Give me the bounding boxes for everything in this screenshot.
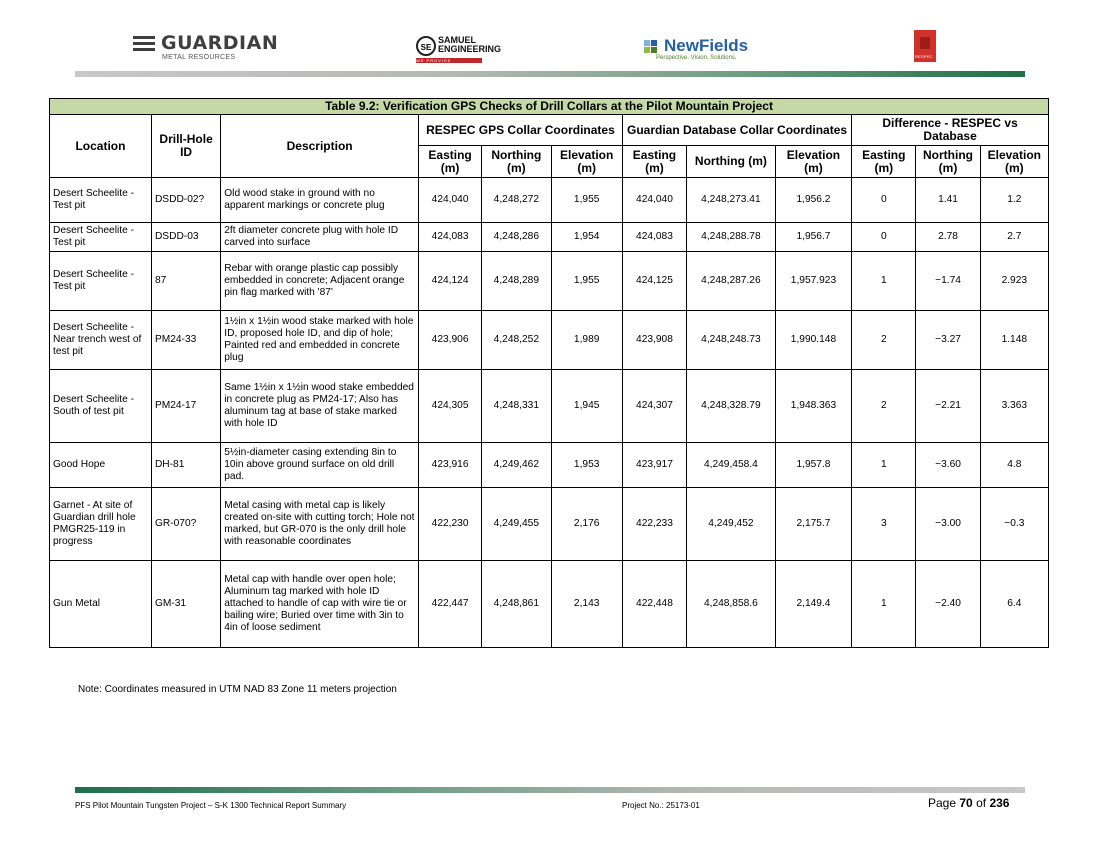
cell-diff-easting: 0 <box>852 223 916 252</box>
cell-respec-northing: 4,248,861 <box>482 561 551 648</box>
cell-drill-hole-id: GR-070? <box>151 488 220 561</box>
cell-description: 1½in x 1½in wood stake marked with hole ID, proposed hole ID, and dip of hole; Painted red and embedded in concrete plug <box>221 311 419 370</box>
header-description: Description <box>221 115 419 178</box>
cell-location: Garnet - At site of Guardian drill hole PMGR25-119 in progress <box>50 488 152 561</box>
cell-drill-hole-id: GM-31 <box>151 561 220 648</box>
cell-diff-northing: −2.21 <box>916 370 980 443</box>
cell-guardian-easting: 422,233 <box>622 488 686 561</box>
guardian-logo-text: GUARDIAN <box>161 32 279 54</box>
cell-location: Gun Metal <box>50 561 152 648</box>
header-guardian-elevation: Elevation (m) <box>775 146 851 178</box>
header-respec-group: RESPEC GPS Collar Coordinates <box>419 115 623 146</box>
table-body <box>50 178 1049 648</box>
footer-page-number: Page 70 of 236 <box>928 796 1010 810</box>
cell-respec-elevation: 1,945 <box>551 370 622 443</box>
cell-respec-northing: 4,249,462 <box>482 443 551 488</box>
header-diff-northing: Northing (m) <box>916 146 980 178</box>
cell-respec-easting: 423,916 <box>419 443 482 488</box>
cell-location: Desert Scheelite - Test pit <box>50 223 152 252</box>
table-row <box>50 443 1049 488</box>
cell-respec-elevation: 1,955 <box>551 178 622 223</box>
respec-logo <box>914 30 936 62</box>
verification-table <box>49 98 1049 648</box>
cell-respec-easting: 424,305 <box>419 370 482 443</box>
samuel-engineering-logo <box>416 35 502 68</box>
cell-guardian-easting: 424,040 <box>622 178 686 223</box>
cell-location: Desert Scheelite - Test pit <box>50 178 152 223</box>
footer-report-title: PFS Pilot Mountain Tungsten Project – S-K 1300 Technical Report Summary <box>75 801 347 810</box>
cell-respec-easting: 424,083 <box>419 223 482 252</box>
cell-diff-northing: 1.41 <box>916 178 980 223</box>
cell-diff-elevation: 4.8 <box>980 443 1048 488</box>
cell-respec-easting: 423,906 <box>419 311 482 370</box>
table-note: Note: Coordinates measured in UTM NAD 83 Zone 11 meters projection <box>78 684 397 695</box>
cell-diff-easting: 2 <box>852 370 916 443</box>
cell-guardian-northing: 4,248,858.6 <box>687 561 776 648</box>
page-header <box>0 28 1100 70</box>
cell-diff-easting: 1 <box>852 252 916 311</box>
cell-guardian-northing: 4,248,288.78 <box>687 223 776 252</box>
cell-guardian-elevation: 1,956.7 <box>775 223 851 252</box>
cell-respec-northing: 4,248,272 <box>482 178 551 223</box>
header-respec-northing: Northing (m) <box>482 146 551 178</box>
header-guardian-northing: Northing (m) <box>687 146 776 178</box>
cell-guardian-elevation: 2,175.7 <box>775 488 851 561</box>
se-logo-text: SAMUEL ENGINEERING <box>438 35 502 54</box>
respec-mark-icon <box>920 37 930 49</box>
cell-guardian-northing: 4,248,287.26 <box>687 252 776 311</box>
cell-diff-northing: −1.74 <box>916 252 980 311</box>
header-respec-elevation: Elevation (m) <box>551 146 622 178</box>
cell-guardian-elevation: 1,990.148 <box>775 311 851 370</box>
table-row <box>50 178 1049 223</box>
cell-diff-easting: 1 <box>852 443 916 488</box>
cell-drill-hole-id: DSDD-02? <box>151 178 220 223</box>
cell-diff-elevation: 3.363 <box>980 370 1048 443</box>
cell-respec-northing: 4,248,286 <box>482 223 551 252</box>
header-difference-group: Difference - RESPEC vs Database <box>852 115 1049 146</box>
cell-respec-elevation: 1,953 <box>551 443 622 488</box>
cell-diff-elevation: 6.4 <box>980 561 1048 648</box>
cell-guardian-elevation: 1,948.363 <box>775 370 851 443</box>
newfields-squares-icon <box>644 40 662 54</box>
cell-guardian-easting: 424,307 <box>622 370 686 443</box>
header-respec-easting: Easting (m) <box>419 146 482 178</box>
cell-respec-elevation: 2,143 <box>551 561 622 648</box>
cell-diff-northing: −2.40 <box>916 561 980 648</box>
cell-guardian-easting: 423,917 <box>622 443 686 488</box>
cell-guardian-elevation: 2,149.4 <box>775 561 851 648</box>
cell-respec-easting: 422,230 <box>419 488 482 561</box>
cell-respec-elevation: 2,176 <box>551 488 622 561</box>
cell-diff-elevation: 1.2 <box>980 178 1048 223</box>
cell-respec-easting: 422,447 <box>419 561 482 648</box>
se-circle-icon: SE <box>416 36 436 56</box>
cell-location: Desert Scheelite - Test pit <box>50 252 152 311</box>
se-logo-tagline: WE PROVIDE SOLUTIONS <box>416 58 482 63</box>
newfields-logo <box>644 36 749 61</box>
cell-guardian-easting: 423,908 <box>622 311 686 370</box>
cell-respec-northing: 4,249,455 <box>482 488 551 561</box>
guardian-logo-subtitle: METAL RESOURCES <box>162 54 236 61</box>
cell-diff-easting: 0 <box>852 178 916 223</box>
cell-guardian-easting: 422,448 <box>622 561 686 648</box>
cell-diff-elevation: 1.148 <box>980 311 1048 370</box>
guardian-logo <box>133 32 279 61</box>
cell-location: Desert Scheelite - Near trench west of test pit <box>50 311 152 370</box>
cell-diff-elevation: 2.7 <box>980 223 1048 252</box>
cell-diff-easting: 2 <box>852 311 916 370</box>
cell-drill-hole-id: PM24-17 <box>151 370 220 443</box>
cell-diff-elevation: −0.3 <box>980 488 1048 561</box>
table-row <box>50 561 1049 648</box>
cell-respec-elevation: 1,989 <box>551 311 622 370</box>
cell-description: Metal casing with metal cap is likely created on-site with cutting torch; Hole not marked, but GR-070 is the only drill hole with reasonable coordinates <box>221 488 419 561</box>
cell-guardian-elevation: 1,956.2 <box>775 178 851 223</box>
cell-guardian-northing: 4,248,248.73 <box>687 311 776 370</box>
table-row <box>50 252 1049 311</box>
table-row <box>50 370 1049 443</box>
cell-respec-easting: 424,124 <box>419 252 482 311</box>
table-title: Table 9.2: Verification GPS Checks of Drill Collars at the Pilot Mountain Project <box>50 99 1049 115</box>
cell-guardian-northing: 4,249,458.4 <box>687 443 776 488</box>
cell-description: Rebar with orange plastic cap possibly embedded in concrete; Adjacent orange pin flag marked with '87' <box>221 252 419 311</box>
cell-respec-easting: 424,040 <box>419 178 482 223</box>
footer-project-number: Project No.: 25173-01 <box>622 801 700 810</box>
guardian-lines-icon <box>133 36 155 54</box>
cell-description: Metal cap with handle over open hole; Aluminum tag marked with hole ID attached to handle of cap with wire tie or bailing wire; Buried over time with 3in to 4in of loose sediment <box>221 561 419 648</box>
cell-diff-northing: −3.27 <box>916 311 980 370</box>
cell-description: Old wood stake in ground with no apparent markings or concrete plug <box>221 178 419 223</box>
cell-diff-northing: 2.78 <box>916 223 980 252</box>
header-guardian-group: Guardian Database Collar Coordinates <box>622 115 851 146</box>
header-rule <box>75 71 1025 77</box>
cell-guardian-elevation: 1,957.8 <box>775 443 851 488</box>
cell-guardian-northing: 4,249,452 <box>687 488 776 561</box>
cell-drill-hole-id: DSDD-03 <box>151 223 220 252</box>
cell-diff-easting: 1 <box>852 561 916 648</box>
cell-guardian-elevation: 1,957.923 <box>775 252 851 311</box>
cell-drill-hole-id: DH-81 <box>151 443 220 488</box>
cell-location: Desert Scheelite - South of test pit <box>50 370 152 443</box>
table-row <box>50 488 1049 561</box>
cell-drill-hole-id: PM24-33 <box>151 311 220 370</box>
cell-guardian-northing: 4,248,273.41 <box>687 178 776 223</box>
cell-respec-northing: 4,248,331 <box>482 370 551 443</box>
cell-guardian-easting: 424,125 <box>622 252 686 311</box>
cell-guardian-easting: 424,083 <box>622 223 686 252</box>
cell-description: Same 1½in x 1½in wood stake embedded in concrete plug as PM24-17; Also has aluminum tag at base of stake marked with hole ID <box>221 370 419 443</box>
cell-diff-easting: 3 <box>852 488 916 561</box>
respec-logo-text: RESPEC <box>915 54 933 59</box>
newfields-tagline: Perspective. Vision. Solutions. <box>656 55 737 61</box>
cell-description: 2ft diameter concrete plug with hole ID carved into surface <box>221 223 419 252</box>
cell-description: 5½in-diameter casing extending 8in to 10in above ground surface on old drill pad. <box>221 443 419 488</box>
cell-respec-elevation: 1,954 <box>551 223 622 252</box>
cell-respec-elevation: 1,955 <box>551 252 622 311</box>
cell-drill-hole-id: 87 <box>151 252 220 311</box>
header-location: Location <box>50 115 152 178</box>
cell-respec-northing: 4,248,252 <box>482 311 551 370</box>
cell-diff-elevation: 2.923 <box>980 252 1048 311</box>
cell-diff-northing: −3.60 <box>916 443 980 488</box>
table-row <box>50 223 1049 252</box>
cell-guardian-northing: 4,248,328.79 <box>687 370 776 443</box>
header-drill-hole-id: Drill-Hole ID <box>151 115 220 178</box>
header-diff-elevation: Elevation (m) <box>980 146 1048 178</box>
cell-diff-northing: −3.00 <box>916 488 980 561</box>
footer-rule <box>75 787 1025 793</box>
cell-location: Good Hope <box>50 443 152 488</box>
header-guardian-easting: Easting (m) <box>622 146 686 178</box>
cell-respec-northing: 4,248,289 <box>482 252 551 311</box>
table-row <box>50 311 1049 370</box>
newfields-logo-text: NewFields <box>664 36 749 55</box>
header-diff-easting: Easting (m) <box>852 146 916 178</box>
